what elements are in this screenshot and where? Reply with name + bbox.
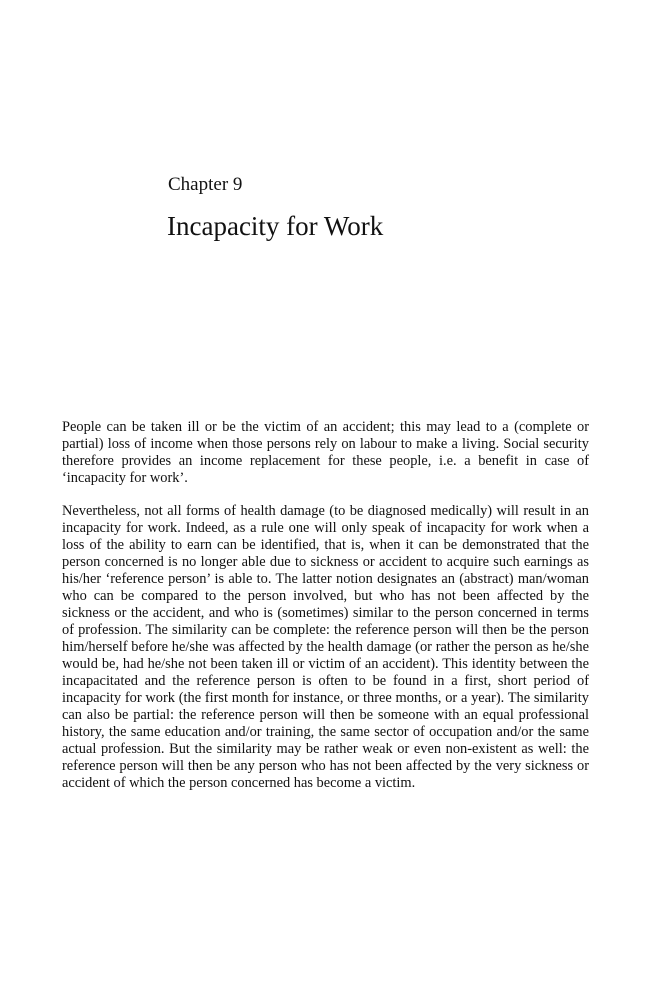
chapter-number: Chapter 9 (168, 174, 243, 195)
paragraph-reference-person: Nevertheless, not all forms of health damage (to be diagnosed medically) will result in an incapacity for work. Indeed, as a rule one will only speak of incapacity for work when a loss of the ability to earn can be identified, that is, when it can be demonstrated that the person concerned is no longer able due to sickness or accident to acquire such earnings as his/her ‘reference person’ is able to. The latter notion designates an (abstract) man/woman who can be compared to the person involved, but who has not been affected by the sickness or the accident, and who is (sometimes) similar to the person concerned in terms of profession. The similarity can be complete: the reference person will then be the person him/herself before he/she was affected by the health damage (or rather the person as he/she would be, had he/she not been taken ill or victim of an accident). This identity between the incapacitated and the reference person is often to be found in a first, short period of incapacity for work (the first month for instance, or three months, or a year). The similarity can also be partial: the reference person will then be someone with an equal professional history, the same education and/or training, the same sector of occupation and/or the same actual profession. But the similarity may be rather weak or even non-existent as well: the reference person will then be any person who has not been affected by the very sickness or accident of which the person concerned has become a victim. (62, 503, 589, 791)
chapter-title: Incapacity for Work (167, 211, 384, 241)
paragraph-intro: People can be taken ill or be the victim of an accident; this may lead to a (complete or partial) loss of income when those persons rely on labour to make a living. Social security therefore provides an income replacement for these people, i.e. a benefit in case of ‘incapacity for work’. (62, 419, 589, 486)
chapter-body (62, 419, 589, 792)
